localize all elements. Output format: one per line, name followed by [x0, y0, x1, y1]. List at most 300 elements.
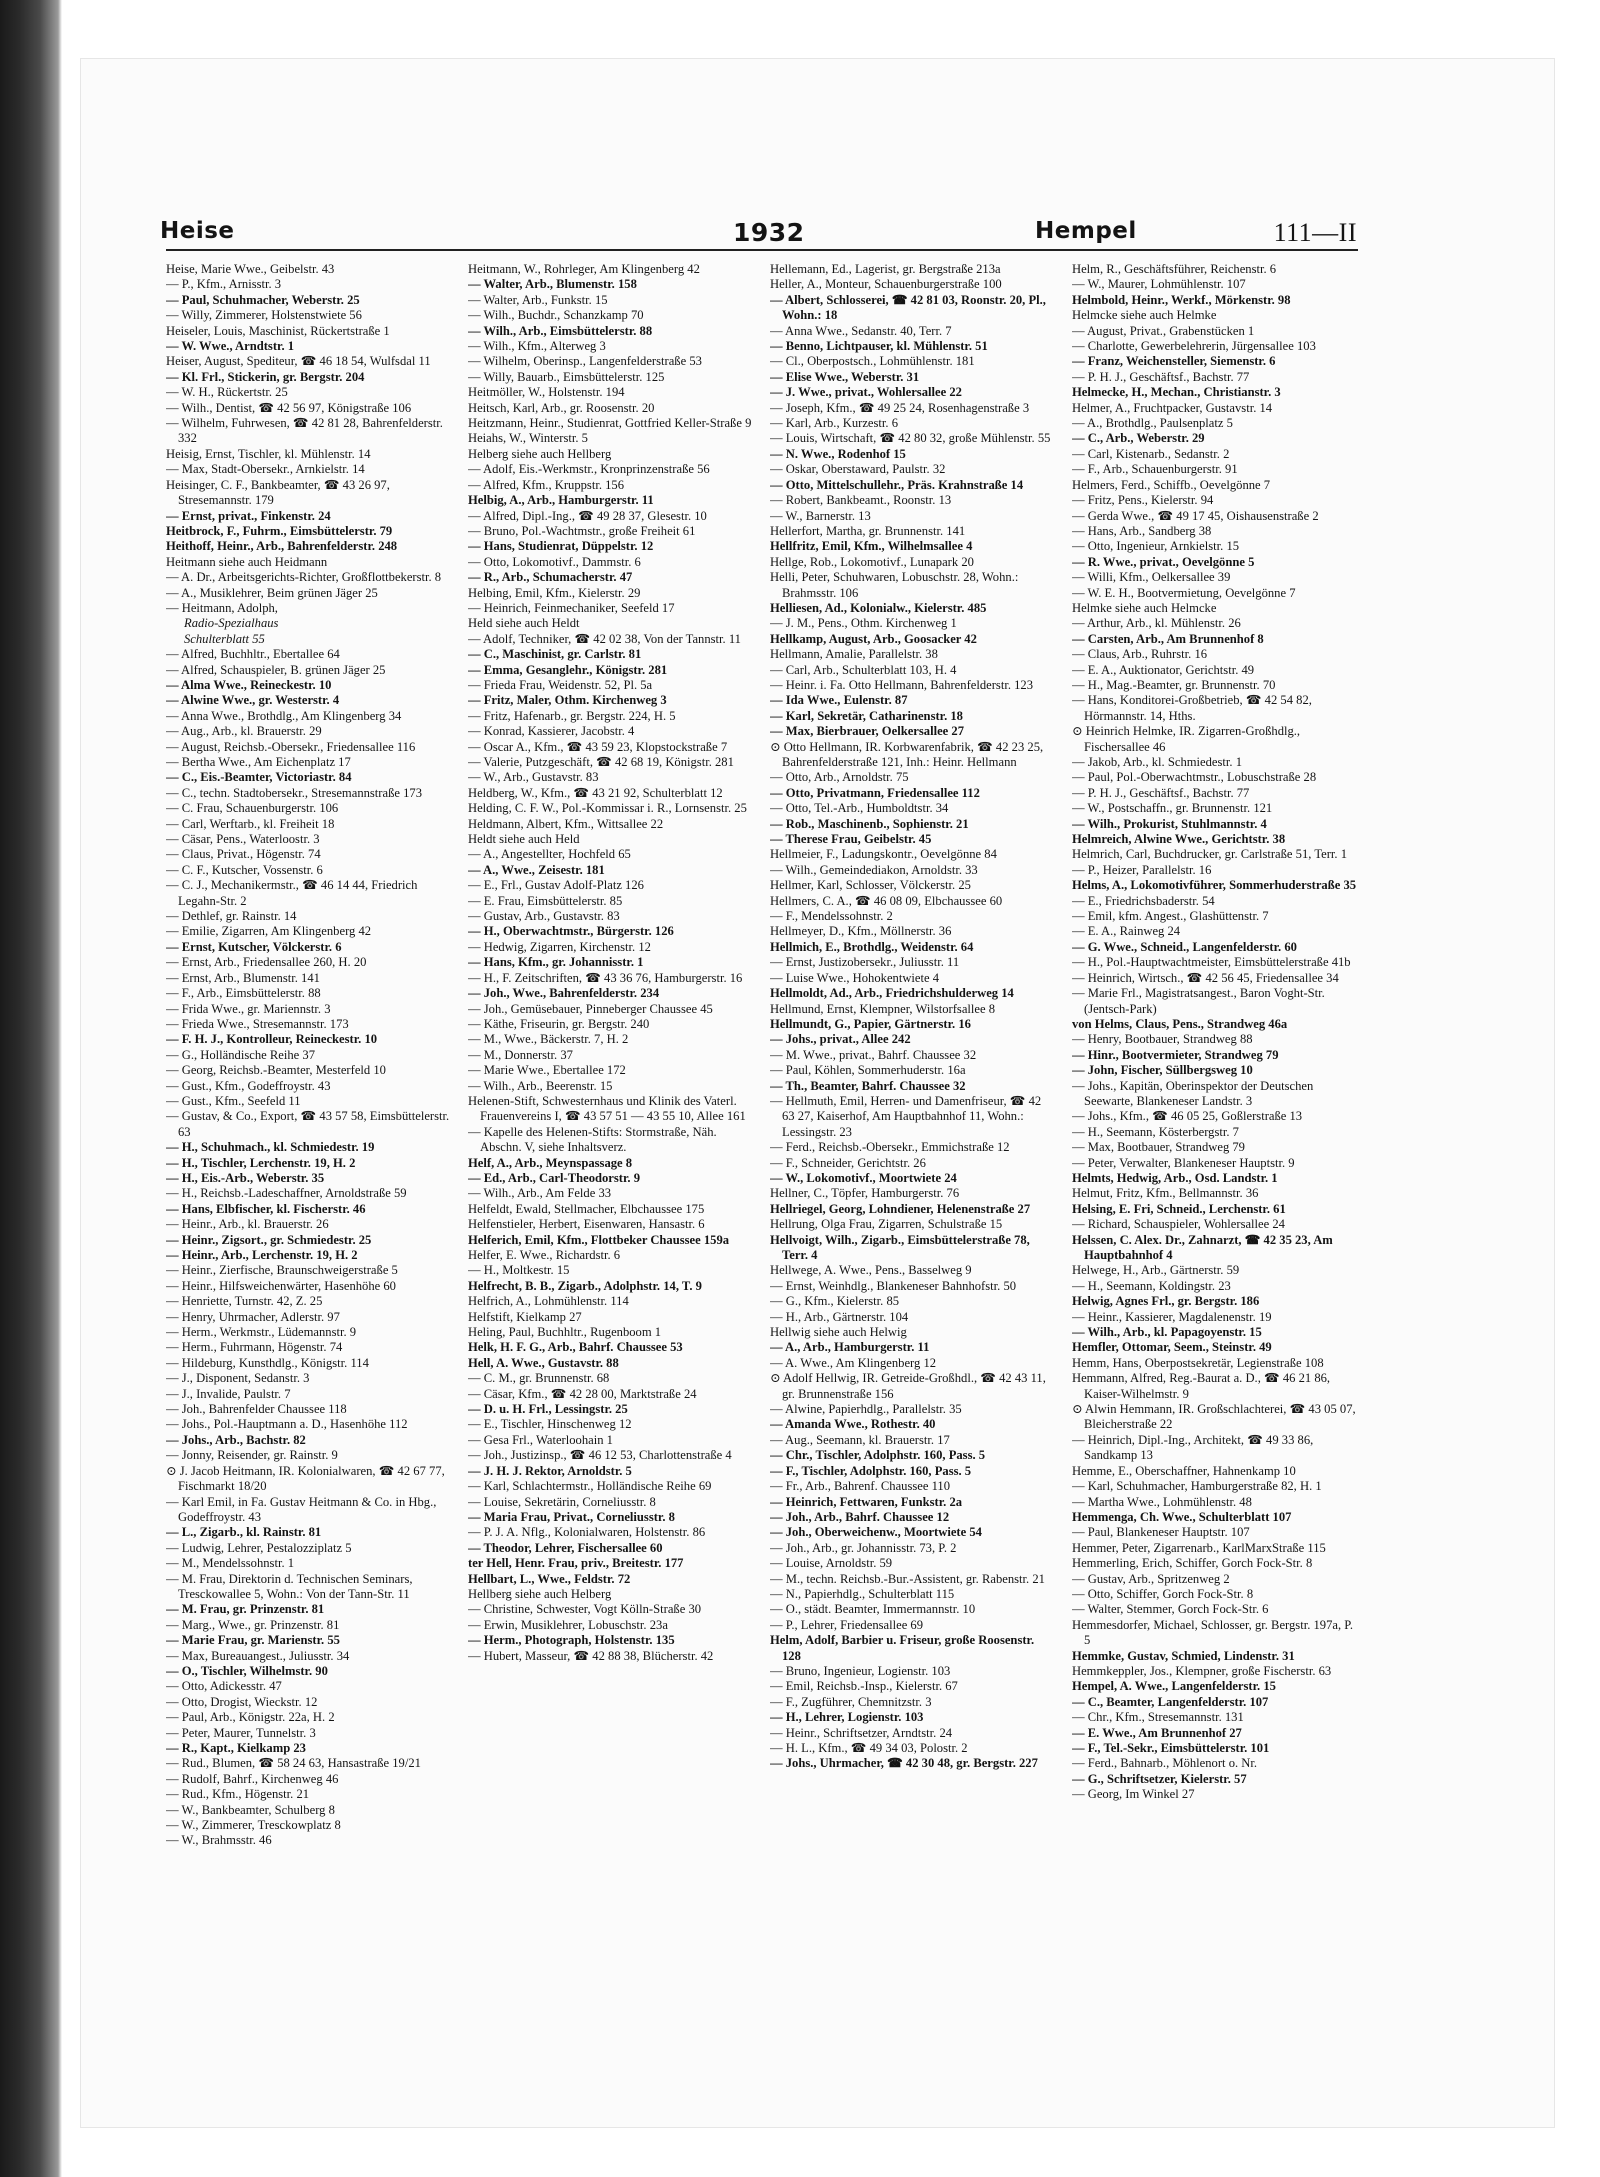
directory-entry: — Fritz, Maler, Othm. Kirchenweg 3	[468, 693, 667, 708]
directory-entry: — Heinr., Arb., kl. Brauerstr. 26	[166, 1217, 329, 1232]
directory-entry: — Joh., Arb., gr. Johannisstr. 73, P. 2	[770, 1540, 957, 1555]
directory-entry: — Henry, Uhrmacher, Adlerstr. 97	[166, 1309, 340, 1324]
directory-entry: Heitmann siehe auch Heidmann	[166, 554, 328, 569]
directory-entry: — H., Schuhmach., kl. Schmiedestr. 19	[166, 1140, 375, 1155]
directory-entry: — G. Wwe., Schneid., Langenfelderstr. 60	[1072, 939, 1297, 954]
directory-entry: — Rob., Maschinenb., Sophienstr. 21	[770, 816, 969, 831]
directory-entry: — A., Angestellter, Hochfeld 65	[468, 847, 631, 862]
directory-entry: — O., Tischler, Wilhelmstr. 90	[166, 1663, 328, 1678]
directory-entry: — Johs., Uhrmacher, ☎ 42 30 48, gr. Bergstr. 227	[770, 1756, 1038, 1771]
directory-entry: — Ferd., Reichsb.-Obersekr., Emmichstraße 12	[770, 1140, 1010, 1155]
directory-entry: — Max, Bureauangest., Juliusstr. 34	[166, 1648, 350, 1663]
directory-entry: — Joh., Arb., Bahrf. Chaussee 12	[770, 1509, 950, 1524]
directory-entry: Hellberg siehe auch Helberg	[468, 1586, 612, 1601]
directory-entry: Helfstift, Kielkamp 27	[468, 1309, 582, 1324]
directory-entry: Helbig, A., Arb., Hamburgerstr. 11	[468, 493, 654, 508]
directory-entry: Helliesen, Ad., Kolonialw., Kielerstr. 485	[770, 600, 987, 615]
directory-entry: — H., Mag.-Beamter, gr. Brunnenstr. 70	[1072, 677, 1276, 692]
directory-entry: Helmcke siehe auch Helmke	[1072, 308, 1217, 323]
directory-entry: — Hildeburg, Kunsthdlg., Königstr. 114	[166, 1355, 369, 1370]
directory-entry: — F., Tel.-Sekr., Eimsbüttelerstr. 101	[1072, 1741, 1270, 1755]
directory-entry: — Hellmuth, Emil, Herren- und Damenfriseur, ☎ 42 63 27, Kaiserhof, Am Hauptbahnhof 11, Wohn.: Lessingstr. 23	[770, 1093, 1042, 1139]
directory-entry: — Theodor, Lehrer, Fischersallee 60	[468, 1540, 663, 1555]
directory-entry: — C. M., gr. Brunnenstr. 68	[468, 1371, 610, 1386]
directory-entry: — Ernst, Arb., Blumenstr. 141	[166, 970, 320, 985]
directory-entry: Hell, A. Wwe., Gustavstr. 88	[468, 1355, 619, 1370]
directory-entry: Hellwege, A. Wwe., Pens., Basselweg 9	[770, 1263, 972, 1278]
directory-entry: — J. H. J. Rektor, Arnoldstr. 5	[468, 1463, 632, 1478]
directory-entry: Helferich, Emil, Kfm., Flottbeker Chaussee 159a	[468, 1232, 730, 1247]
directory-entry: Helding, C. F. W., Pol.-Kommissar i. R., Lornsenstr. 25	[468, 801, 747, 816]
directory-entry: — P., Kfm., Arnisstr. 3	[166, 277, 282, 292]
directory-entry: — Heinrich, Dipl.-Ing., Architekt, ☎ 49 33 86, Sandkamp 13	[1072, 1432, 1314, 1463]
directory-entry: Helenen-Stift, Schwesternhaus und Klinik des Vaterl. Frauenvereins I, ☎ 43 57 51 — 43 55 10, Allee 161	[468, 1093, 746, 1124]
directory-entry: Hellkamp, August, Arb., Goosacker 42	[770, 631, 977, 646]
directory-entry: — Heinr., Schriftsetzer, Arndtstr. 24	[770, 1725, 953, 1740]
directory-entry: Helfrich, A., Lohmühlenstr. 114	[468, 1294, 629, 1309]
directory-entry: — W., Brahmsstr. 46	[166, 1833, 272, 1848]
directory-entry: — August, Privat., Grabenstücken 1	[1072, 323, 1255, 338]
directory-entry: — A., Musiklehrer, Beim grünen Jäger 25	[166, 585, 378, 600]
directory-entry: — Rudolf, Bahrf., Kirchenweg 46	[166, 1771, 339, 1786]
directory-entry: ⊙ Adolf Hellwig, IR. Getreide-Großhdl., ☎ 42 43 11, gr. Brunnenstraße 156	[770, 1371, 1046, 1401]
directory-entry: Helmer, A., Fruchtpacker, Gustavstr. 14	[1072, 400, 1273, 415]
directory-entry: — Georg, Im Winkel 27	[1072, 1787, 1195, 1802]
directory-entry: — Robert, Bankbeamt., Roonstr. 13	[770, 493, 952, 508]
directory-entry: — Heinrich, Wirtsch., ☎ 42 56 45, Friedensallee 34	[1072, 970, 1339, 985]
directory-entry: — Maria Frau, Privat., Corneliusstr. 8	[468, 1509, 675, 1524]
directory-entry: — Wilh., Arb., Beerenstr. 15	[468, 1078, 613, 1093]
directory-entry: — Carl, Arb., Schulterblatt 103, H. 4	[770, 662, 957, 677]
directory-entry: ter Hell, Henr. Frau, priv., Breitestr. 177	[468, 1556, 684, 1571]
directory-entry: — Gustav, Arb., Gustavstr. 83	[468, 909, 620, 924]
directory-entry: — Hans, Kfm., gr. Johannisstr. 1	[468, 955, 644, 970]
directory-entry: — Otto, Schiffer, Gorch Fock-Str. 8	[1072, 1586, 1254, 1601]
directory-entry: Heitzmann, Heinr., Studienrat, Gottfried Keller-Straße 9	[468, 416, 752, 431]
directory-entry: — Paul, Blankeneser Hauptstr. 107	[1072, 1525, 1250, 1540]
directory-entry: — Otto, Adickesstr. 47	[166, 1679, 282, 1694]
directory-entry: — Joh., Gemüsebauer, Pinneberger Chaussee 45	[468, 1001, 713, 1016]
directory-entry: — C., Beamter, Langenfelderstr. 107	[1072, 1694, 1269, 1709]
directory-entry: Hemfler, Ottomar, Seem., Steinstr. 49	[1072, 1340, 1272, 1355]
directory-entry: — Louise, Arnoldstr. 59	[770, 1556, 893, 1571]
directory-entry: Hellwig siehe auch Helwig	[770, 1325, 907, 1340]
directory-entry: — Richard, Schauspieler, Wohlersallee 24	[1072, 1217, 1285, 1232]
directory-entry: Hellmann, Amalie, Parallelstr. 38	[770, 647, 938, 662]
directory-entry: — H., Tischler, Lerchenstr. 19, H. 2	[166, 1155, 356, 1170]
directory-entry: — Carl, Kistenarb., Sedanstr. 2	[1072, 446, 1230, 461]
directory-entry: — Otto, Drogist, Wieckstr. 12	[166, 1694, 318, 1709]
directory-entry: — Christine, Schwester, Vogt Kölln-Straße 30	[468, 1602, 702, 1617]
directory-entry: — W., Zimmerer, Tresckowplatz 8	[166, 1818, 341, 1833]
directory-entry: — W., Maurer, Lohmühlenstr. 107	[1072, 277, 1246, 292]
directory-entry: — Wilh., Arb., kl. Papagoyenstr. 15	[1072, 1325, 1262, 1340]
directory-entry: — Heinr., Kassierer, Magdalenenstr. 19	[1072, 1309, 1272, 1324]
directory-entry: — Ludwig, Lehrer, Pestalozziplatz 5	[166, 1540, 352, 1555]
directory-entry: Heiahs, W., Winterstr. 5	[468, 431, 588, 446]
directory-entry: Hemmenga, Ch. Wwe., Schulterblatt 107	[1072, 1509, 1292, 1524]
directory-entry: Hellmundt, G., Papier, Gärtnerstr. 16	[770, 1016, 971, 1031]
directory-entry: — Frida Wwe., gr. Mariennstr. 3	[166, 1001, 331, 1016]
directory-entry: — Jakob, Arb., kl. Schmiedestr. 1	[1072, 755, 1243, 769]
directory-entry: — F., Arb., Eimsbüttelerstr. 88	[166, 986, 321, 1001]
directory-entry: — Ernst, privat., Finkenstr. 24	[166, 508, 331, 523]
directory-entry: — Hedwig, Zigarren, Kirchenstr. 12	[468, 939, 651, 954]
directory-entry: — Gust., Kfm., Godeffroystr. 43	[166, 1078, 331, 1093]
directory-entry: — W. H., Rückertstr. 25	[166, 385, 288, 400]
directory-entry: — Ernst, Weinhdlg., Blankeneser Bahnhofstr. 50	[770, 1278, 1017, 1293]
directory-entry: Heisinger, C. F., Bankbeamter, ☎ 43 26 97, Stresemannstr. 179	[166, 477, 390, 508]
directory-entry: Helsing, E. Fri, Schneid., Lerchenstr. 61	[1072, 1201, 1286, 1216]
directory-entry: — Claus, Arb., Ruhrstr. 16	[1072, 647, 1208, 662]
directory-entry: — Louise, Sekretärin, Corneliusstr. 8	[468, 1494, 656, 1509]
directory-entry: Hemm, Hans, Oberpostsekretär, Legienstraße 108	[1072, 1355, 1324, 1370]
directory-entry: Helbing, Emil, Kfm., Kielerstr. 29	[468, 585, 641, 600]
directory-entry: — E. A., Auktionator, Gerichtstr. 49	[1072, 662, 1255, 677]
directory-entry: Helms, A., Lokomotivführer, Sommerhuderstraße 35	[1072, 878, 1357, 893]
directory-entry: — Marie Frl., Magistratsangest., Baron Voght-Str. (Jentsch-Park)	[1072, 986, 1325, 1016]
directory-entry: Helwig, Agnes Frl., gr. Bergstr. 186	[1072, 1294, 1260, 1309]
directory-entry: — Walter, Arb., Funkstr. 15	[468, 292, 608, 307]
directory-entry: — Wilh., Gemeindediakon, Arnoldstr. 33	[770, 862, 978, 877]
directory-entry: — Joh., Justizinsp., ☎ 46 12 53, Charlottenstraße 4	[468, 1448, 732, 1463]
directory-entry: Helberg siehe auch Hellberg	[468, 446, 612, 461]
directory-entry: Heldt siehe auch Held	[468, 832, 580, 847]
directory-entry: Hemme, E., Oberschaffner, Hahnenkamp 10	[1072, 1463, 1296, 1478]
directory-entry: — Otto, Tel.-Arb., Humboldtstr. 34	[770, 801, 949, 816]
directory-entry: Hellge, Rob., Lokomotivf., Lunapark 20	[770, 554, 974, 569]
directory-entry: Hellfritz, Emil, Kfm., Wilhelmsallee 4	[770, 539, 973, 554]
directory-entry: — Paul, Köhlen, Sommerhuderstr. 16a	[770, 1063, 966, 1078]
directory-entry: Hellrung, Olga Frau, Zigarren, Schulstraße 15	[770, 1217, 1003, 1232]
directory-entry: — Karl, Sekretär, Catharinenstr. 18	[770, 708, 963, 723]
directory-entry: — H., Arb., Gärtnerstr. 104	[770, 1309, 909, 1324]
directory-entry: ⊙ Otto Hellmann, IR. Korbwarenfabrik, ☎ 42 23 25, Bahrenfelderstraße 121, Inh.: Heinr. Hellmann	[770, 739, 1044, 769]
directory-entry: — Joh., Wwe., Bahrenfelderstr. 234	[468, 986, 660, 1001]
directory-entry: — Charlotte, Gewerbelehrerin, Jürgensallee 103	[1072, 339, 1316, 354]
directory-entry: — Heinrich, Fettwaren, Funkstr. 2a	[770, 1494, 963, 1509]
directory-entry: — Valerie, Putzgeschäft, ☎ 42 68 19, Königstr. 281	[468, 755, 734, 769]
directory-entry: — Kapelle des Helenen-Stifts: Stormstraße, Näh. Abschn. V, siehe Inhaltsverz.	[468, 1124, 717, 1155]
directory-entry: — J., Invalide, Paulstr. 7	[166, 1386, 291, 1401]
directory-entry: — N. Wwe., Rodenhof 15	[770, 446, 906, 461]
directory-entry: — G., Kfm., Kielerstr. 85	[770, 1294, 900, 1309]
directory-entry: — E. Wwe., Am Brunnenhof 27	[1072, 1725, 1242, 1740]
directory-entry: — H., Eis.-Arb., Weberstr. 35	[166, 1170, 325, 1185]
directory-entry: — F., Arb., Schauenburgerstr. 91	[1072, 462, 1238, 477]
directory-entry: — Joseph, Kfm., ☎ 49 25 24, Rosenhagenstraße 3	[770, 400, 1030, 415]
directory-entry: Radio-Spezialhaus	[184, 616, 279, 631]
directory-entry: Hempel, A. Wwe., Langenfelderstr. 15	[1072, 1679, 1276, 1694]
directory-entry: — H., Moltkestr. 15	[468, 1263, 570, 1278]
directory-entry: — A. Dr., Arbeitsgerichts-Richter, Großflottbekerstr. 8	[166, 570, 442, 585]
directory-entry: — M., techn. Reichsb.-Bur.-Assistent, gr. Rabenstr. 21	[770, 1571, 1045, 1586]
directory-entry: Helfer, E. Wwe., Richardstr. 6	[468, 1248, 621, 1262]
directory-entry: — Alfred, Kfm., Kruppstr. 156	[468, 477, 625, 492]
directory-entry: — Otto, Arb., Arnoldstr. 75	[770, 770, 909, 785]
directory-entry: — Heinr., Arb., Lerchenstr. 19, H. 2	[166, 1248, 358, 1262]
directory-entry: — H., Reichsb.-Ladeschaffner, Arnoldstraße 59	[166, 1186, 407, 1201]
directory-entry: Hellmeier, F., Ladungskontr., Oevelgönne 84	[770, 847, 997, 862]
directory-entry: — Adolf, Techniker, ☎ 42 02 38, Von der Tannstr. 11	[468, 631, 741, 646]
directory-entry: — Erwin, Musiklehrer, Lobuschstr. 23a	[468, 1617, 668, 1632]
directory-entry: — W., Postschaffn., gr. Brunnenstr. 121	[1072, 801, 1273, 816]
directory-entry: Heiser, August, Spediteur, ☎ 46 18 54, Wulfsdal 11	[166, 354, 431, 369]
directory-entry: — Chr., Tischler, Adolphstr. 160, Pass. 5	[770, 1448, 986, 1463]
directory-entry: Helk, H. F. G., Arb., Bahrf. Chaussee 53	[468, 1340, 683, 1355]
directory-entry: — Frieda Wwe., Stresemannstr. 173	[166, 1016, 349, 1031]
directory-entry: — F. H. J., Kontrolleur, Reineckestr. 10	[166, 1032, 378, 1047]
directory-entry: — Max, Bootbauer, Strandweg 79	[1072, 1140, 1245, 1155]
directory-entry: — Käthe, Friseurin, gr. Bergstr. 240	[468, 1016, 650, 1031]
directory-entry: — N., Papierhdlg., Schulterblatt 115	[770, 1586, 955, 1601]
directory-entry: — Kl. Frl., Stickerin, gr. Bergstr. 204	[166, 369, 365, 384]
directory-entry: — J. M., Pens., Othm. Kirchenweg 1	[770, 616, 957, 631]
page-header	[95, 218, 1357, 258]
directory-entry: Helf, A., Arb., Meynspassage 8	[468, 1155, 633, 1170]
directory-entry: — Benno, Lichtpauser, kl. Mühlenstr. 51	[770, 339, 988, 354]
directory-entry: — E., Friedrichsbaderstr. 54	[1072, 893, 1215, 908]
directory-entry: — Hans, Elbfischer, kl. Fischerstr. 46	[166, 1201, 366, 1216]
directory-entry: — Paul, Pol.-Oberwachtmstr., Lobuschstraße 28	[1072, 770, 1317, 785]
directory-entry: — Fritz, Hafenarb., gr. Bergstr. 224, H. 5	[468, 708, 676, 723]
directory-entry: — Heinr. i. Fa. Otto Hellmann, Bahrenfelderstr. 123	[770, 677, 1034, 692]
directory-entry: — Heitmann, Adolph,	[166, 600, 278, 615]
directory-entry: — Aug., Seemann, kl. Brauerstr. 17	[770, 1432, 950, 1447]
directory-entry: — Joh., Oberweichenw., Moortwiete 54	[770, 1525, 982, 1540]
directory-entry: — Luise Wwe., Hohokentwiete 4	[770, 970, 940, 985]
directory-entry: — Herm., Fuhrmann, Högenstr. 74	[166, 1340, 343, 1355]
directory-entry: — Albert, Schlosserei, ☎ 42 81 03, Roonstr. 20, Pl., Wohn.: 18	[770, 292, 1046, 323]
directory-entry: — Amanda Wwe., Rothestr. 40	[770, 1417, 936, 1432]
directory-entry: — J., Disponent, Sedanstr. 3	[166, 1371, 310, 1386]
directory-entry: — R. Wwe., privat., Oevelgönne 5	[1072, 554, 1255, 569]
directory-entry: — Cl., Oberpostsch., Lohmühlenstr. 181	[770, 354, 975, 369]
directory-entry: Helmecke, H., Mechan., Christianstr. 3	[1072, 385, 1281, 400]
directory-entry: — A. Wwe., Am Klingenberg 12	[770, 1355, 937, 1370]
directory-entry: — Anna Wwe., Brothdlg., Am Klingenberg 34	[166, 708, 402, 723]
previous-page-fragment	[0, 180, 14, 2030]
directory-entry: — C., Arb., Weberstr. 29	[1072, 431, 1205, 446]
directory-entry: — Emil, Reichsb.-Insp., Kielerstr. 67	[770, 1679, 958, 1694]
directory-entry: Hellmich, E., Brothdlg., Weidenstr. 64	[770, 939, 974, 954]
directory-entry: — Claus, Privat., Högenstr. 74	[166, 847, 321, 862]
directory-entry: — Martha Wwe., Lohmühlenstr. 48	[1072, 1494, 1252, 1509]
directory-entry: — Franz, Weichensteller, Siemenstr. 6	[1072, 354, 1276, 369]
directory-entry: Heitbrock, F., Fuhrm., Eimsbüttelerstr. 79	[166, 523, 393, 538]
directory-entry: — Hubert, Masseur, ☎ 42 88 38, Blücherstr. 42	[468, 1648, 714, 1663]
directory-entry: — Ernst, Justizobersekr., Juliusstr. 11	[770, 955, 960, 970]
directory-entry: — Fr., Arb., Bahrenf. Chaussee 110	[770, 1479, 951, 1494]
directory-entry: — C., techn. Stadtobersekr., Stresemannstraße 173	[166, 785, 423, 800]
directory-entry: Hellriegel, Georg, Lohndiener, Helenenstraße 27	[770, 1201, 1031, 1216]
directory-entry: — P. H. J., Geschäftsf., Bachstr. 77	[1072, 369, 1250, 384]
directory-entry: — Frieda Frau, Weidenstr. 52, Pl. 5a	[468, 677, 653, 692]
directory-entry: — F., Mendelssohnstr. 2	[770, 909, 893, 924]
directory-entry: — Joh., Bahrenfelder Chaussee 118	[166, 1402, 347, 1417]
directory-entry: — Willy, Bauarb., Eimsbüttelerstr. 125	[468, 369, 665, 384]
directory-entry: Schulterblatt 55	[184, 631, 265, 646]
directory-entry: — Alwine, Papierhdlg., Parallelstr. 35	[770, 1402, 962, 1417]
directory-entry: — Wilhelm, Fuhrwesen, ☎ 42 81 28, Bahrenfelderstr. 332	[166, 416, 443, 446]
directory-entry: — P. J. A. Nflg., Kolonialwaren, Holstenstr. 86	[468, 1525, 706, 1540]
directory-entry: Helmrich, Carl, Buchdrucker, gr. Carlstraße 51, Terr. 1	[1072, 847, 1348, 862]
header-right-keyword: Hempel	[1035, 218, 1137, 244]
directory-entry: — Emma, Gesanglehr., Königstr. 281	[468, 662, 668, 677]
directory-entry: — Emilie, Zigarren, Am Klingenberg 42	[166, 924, 372, 939]
directory-entry: Hemmer, Peter, Zigarrenarb., KarlMarxStraße 115	[1072, 1540, 1326, 1555]
directory-entry: — Heinr., Zierfische, Braunschweigerstraße 5	[166, 1263, 398, 1278]
directory-entry: Heller, A., Monteur, Schauenburgerstraße 100	[770, 277, 1002, 292]
directory-entry: — P., Heizer, Parallelstr. 16	[1072, 862, 1212, 877]
directory-entry: — Peter, Maurer, Tunnelstr. 3	[166, 1725, 316, 1740]
directory-entry: — Dethlef, gr. Rainstr. 14	[166, 909, 297, 924]
directory-entry: — Wilhelm, Oberinsp., Langenfelderstraße 53	[468, 354, 702, 369]
directory-entry: — M. Frau, Direktorin d. Technischen Seminars, Tresckowallee 5, Wohn.: Von der Tann-Str. 11	[166, 1571, 413, 1601]
directory-entry: — Willi, Kfm., Oelkersallee 39	[1072, 570, 1231, 585]
directory-entry: — Wilh., Arb., Eimsbüttelerstr. 88	[468, 323, 653, 338]
directory-entry: — Oskar, Oberstaward, Paulstr. 32	[770, 462, 946, 477]
directory-entry: — Carsten, Arb., Am Brunnenhof 8	[1072, 631, 1264, 646]
directory-entry: — Wilh., Arb., Am Felde 33	[468, 1186, 612, 1201]
directory-entry: — Anna Wwe., Sedanstr. 40, Terr. 7	[770, 323, 952, 338]
column-2	[468, 262, 754, 2042]
directory-entry: — Willy, Zimmerer, Holstenstwiete 56	[166, 308, 362, 323]
directory-entry: — Herm., Photograph, Holstenstr. 135	[468, 1633, 675, 1648]
directory-entry: Helm, R., Geschäftsführer, Reichenstr. 6	[1072, 262, 1277, 276]
directory-entry: — Cäsar, Kfm., ☎ 42 28 00, Marktstraße 24	[468, 1386, 697, 1401]
directory-entry: — Wilh., Prokurist, Stuhlmannstr. 4	[1072, 816, 1267, 831]
directory-entry: — Otto, Lokomotivf., Dammstr. 6	[468, 554, 641, 569]
directory-entry: — Carl, Werftarb., kl. Freiheit 18	[166, 816, 335, 831]
column-3	[770, 262, 1056, 2042]
directory-entry: — August, Reichsb.-Obersekr., Friedensallee 116	[166, 739, 416, 754]
directory-entry: — Emil, kfm. Angest., Glashüttenstr. 7	[1072, 909, 1269, 924]
directory-entry: — Gust., Kfm., Seefeld 11	[166, 1093, 301, 1108]
directory-entry: — Otto, Privatmann, Friedensallee 112	[770, 785, 980, 800]
directory-entry: — W. Wwe., Arndtstr. 1	[166, 339, 295, 354]
directory-entry: — Johs., Pol.-Hauptmann a. D., Hasenhöhe 112	[166, 1417, 408, 1432]
directory-entry: Hellmer, Karl, Schlosser, Völckerstr. 25	[770, 878, 971, 893]
directory-entry: Hemmke, Gustav, Schmied, Lindenstr. 31	[1072, 1648, 1295, 1663]
directory-entry: — Alfred, Buchhltr., Ebertallee 64	[166, 647, 340, 662]
directory-entry: — H., Seemann, Koldingstr. 23	[1072, 1278, 1231, 1293]
directory-entry: — Hans, Konditorei-Großbetrieb, ☎ 42 54 82, Hörmannstr. 14, Hths.	[1072, 693, 1312, 723]
directory-entry: — G., Schriftsetzer, Kielerstr. 57	[1072, 1771, 1247, 1786]
directory-entry: — Chr., Kfm., Stresemannstr. 131	[1072, 1710, 1244, 1725]
directory-entry: — W. E. H., Bootvermietung, Oevelgönne 7	[1072, 585, 1296, 600]
directory-entry: — G., Holländische Reihe 37	[166, 1047, 315, 1062]
directory-columns	[166, 262, 1358, 2042]
directory-entry: — C., Eis.-Beamter, Victoriastr. 84	[166, 770, 352, 785]
directory-entry: — Karl, Arb., Kurzestr. 6	[770, 416, 899, 431]
directory-entry: — Heinrich, Feinmechaniker, Seefeld 17	[468, 600, 675, 615]
directory-entry: — A., Arb., Hamburgerstr. 11	[770, 1340, 930, 1355]
directory-entry: — M. Frau, gr. Prinzenstr. 81	[166, 1602, 325, 1617]
directory-entry: Heiseler, Louis, Maschinist, Rückertstraße 1	[166, 323, 390, 338]
directory-entry: Hemmerling, Erich, Schiffer, Gorch Fock-Str. 8	[1072, 1556, 1313, 1571]
directory-entry: — M., Wwe., Bäckerstr. 7, H. 2	[468, 1032, 629, 1047]
directory-entry: — F., Tischler, Adolphstr. 160, Pass. 5	[770, 1463, 972, 1478]
directory-entry: — Alfred, Dipl.-Ing., ☎ 49 28 37, Glesestr. 10	[468, 508, 707, 523]
directory-entry: Heisig, Ernst, Tischler, kl. Mühlenstr. 14	[166, 446, 371, 461]
directory-entry: Hellvoigt, Wilh., Zigarb., Eimsbüttelerstraße 78, Terr. 4	[770, 1232, 1030, 1262]
directory-entry: — Marie Wwe., Ebertallee 172	[468, 1063, 626, 1078]
directory-entry: — C. J., Mechanikermstr., ☎ 46 14 44, Friedrich Legahn-Str. 2	[166, 878, 418, 908]
directory-entry: — Ernst, Kutscher, Völckerstr. 6	[166, 939, 342, 954]
directory-entry: Hemmkeppler, Jos., Klempner, große Fischerstr. 63	[1072, 1663, 1332, 1678]
directory-entry: — H., Lehrer, Logienstr. 103	[770, 1710, 924, 1725]
directory-entry: — Gustav, & Co., Export, ☎ 43 57 58, Eimsbüttelerstr. 63	[166, 1109, 450, 1139]
directory-entry: — Alma Wwe., Reineckestr. 10	[166, 677, 332, 692]
directory-entry: — P., Lehrer, Friedensallee 69	[770, 1617, 924, 1632]
directory-entry: — Rud., Kfm., Högenstr. 21	[166, 1787, 310, 1802]
directory-entry: Helfeldt, Ewald, Stellmacher, Elbchaussee 175	[468, 1201, 705, 1216]
directory-entry: — Konrad, Kassierer, Jacobstr. 4	[468, 724, 635, 739]
directory-entry: ⊙ J. Jacob Heitmann, IR. Kolonialwaren, ☎ 42 67 77, Fischmarkt 18/20	[166, 1463, 445, 1494]
directory-entry: ⊙ Heinrich Helmke, IR. Zigarren-Großhdlg., Fischersallee 46	[1072, 724, 1301, 754]
directory-entry: — Bruno, Ingenieur, Logienstr. 103	[770, 1663, 951, 1678]
column-4	[1072, 262, 1358, 2042]
directory-entry: Held siehe auch Heldt	[468, 616, 580, 631]
directory-entry: — Johs., privat., Allee 242	[770, 1032, 911, 1047]
directory-entry: — Bruno, Pol.-Wachtmstr., große Freiheit 61	[468, 523, 696, 538]
directory-entry: — H., Pol.-Hauptwachtmeister, Eimsbüttelerstraße 41b	[1072, 955, 1351, 970]
directory-entry: — Bertha Wwe., Am Eichenplatz 17	[166, 755, 351, 769]
directory-entry: — John, Fischer, Süllbergsweg 10	[1072, 1063, 1253, 1078]
directory-entry: — Wilh., Buchdr., Schanzkamp 70	[468, 308, 644, 323]
directory-entry: — H. L., Kfm., ☎ 49 34 03, Polostr. 2	[770, 1741, 968, 1755]
directory-entry: — L., Zigarb., kl. Rainstr. 81	[166, 1525, 322, 1540]
directory-entry: — Elise Wwe., Weberstr. 31	[770, 369, 920, 384]
directory-entry: — Adolf, Eis.-Werkmstr., Kronprinzenstraße 56	[468, 462, 710, 477]
directory-entry: — A., Wwe., Zeisestr. 181	[468, 862, 605, 877]
directory-entry: Heling, Paul, Buchhltr., Rugenboom 1	[468, 1325, 662, 1340]
directory-entry: — M., Mendelssohnstr. 1	[166, 1556, 295, 1571]
directory-entry: — E. A., Rainweg 24	[1072, 924, 1181, 939]
directory-entry: — H., Seemann, Kösterbergstr. 7	[1072, 1124, 1239, 1139]
directory-entry: Hellner, C., Töpfer, Hamburgerstr. 76	[770, 1186, 960, 1201]
directory-entry: — E., Tischler, Hinschenweg 12	[468, 1417, 632, 1432]
directory-entry: Helmers, Ferd., Schiffb., Oevelgönne 7	[1072, 477, 1271, 492]
column-1	[166, 262, 452, 2042]
directory-entry: Hellmund, Ernst, Klempner, Wilstorfsallee 8	[770, 1001, 996, 1016]
header-year: 1932	[733, 218, 805, 247]
directory-entry: Heitmann, W., Rohrleger, Am Klingenberg 42	[468, 262, 700, 276]
directory-entry: — Otto, Mittelschullehr., Präs. Krahnstraße 14	[770, 477, 1024, 492]
directory-entry: ⊙ Alwin Hemmann, IR. Großschlachterei, ☎ 43 05 07, Bleicherstraße 22	[1072, 1402, 1356, 1432]
directory-entry: — Johs., Arb., Bachstr. 82	[166, 1432, 306, 1447]
directory-entry: — E. Frau, Eimsbüttelerstr. 85	[468, 893, 623, 908]
directory-entry: — W., Lokomotivf., Moortwiete 24	[770, 1170, 957, 1185]
directory-entry: — J. Wwe., privat., Wohlersallee 22	[770, 385, 962, 400]
directory-entry: — Therese Frau, Geibelstr. 45	[770, 832, 932, 847]
directory-entry: Helmts, Hedwig, Arb., Osd. Landstr. 1	[1072, 1170, 1278, 1185]
directory-entry: — Hans, Studienrat, Düppelstr. 12	[468, 539, 654, 554]
directory-entry: — M., Donnerstr. 37	[468, 1047, 573, 1062]
directory-entry: — P. H. J., Geschäftsf., Bachstr. 77	[1072, 785, 1250, 800]
directory-entry: Helmke siehe auch Helmcke	[1072, 600, 1217, 615]
directory-entry: — Karl, Schuhmacher, Hamburgerstraße 82, H. 1	[1072, 1479, 1322, 1494]
directory-entry: Hellerfort, Martha, gr. Brunnenstr. 141	[770, 523, 966, 538]
directory-entry: — Walter, Arb., Blumenstr. 158	[468, 277, 637, 292]
directory-entry: — Georg, Reichsb.-Beamter, Mesterfeld 10	[166, 1063, 386, 1078]
directory-entry: — O., städt. Beamter, Immermannstr. 10	[770, 1602, 976, 1617]
directory-entry: Helmut, Fritz, Kfm., Bellmannstr. 36	[1072, 1186, 1259, 1201]
directory-entry: — Hinr., Bootvermieter, Strandweg 79	[1072, 1047, 1279, 1062]
directory-entry: — M. Wwe., privat., Bahrf. Chaussee 32	[770, 1047, 977, 1062]
directory-entry: Hellmers, C. A., ☎ 46 08 09, Elbchaussee 60	[770, 893, 1003, 908]
